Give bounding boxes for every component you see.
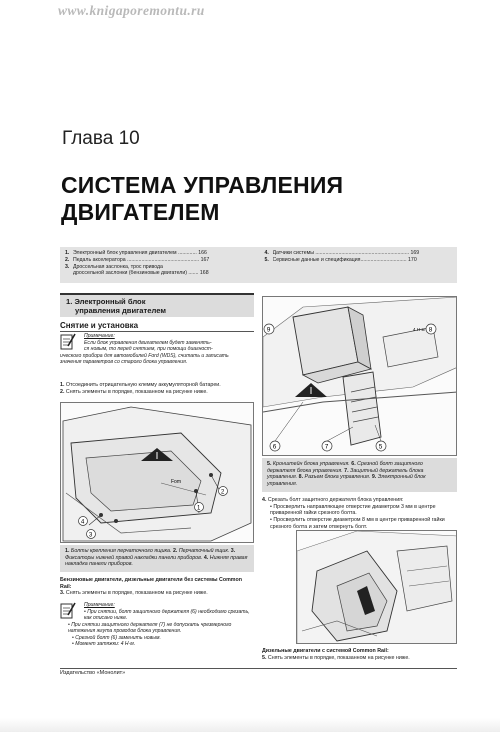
footer-divider xyxy=(60,668,457,669)
svg-text:4 Н·м: 4 Н·м xyxy=(413,327,425,332)
note-heading: Примечание: xyxy=(84,333,115,339)
step-4-block: 4. Срезать болт защитного держателя блока управления: • Просверлить направляющее отверстие диаметром 3 мм в центре приваренной гайки срезного болта. • Просверлить отверстие диаметром 8 мм в центре приваренной гайки срезного болта и затем отвернуть болт. xyxy=(262,497,457,531)
publisher-footer: Издательство «Монолит» xyxy=(60,670,126,676)
toc-item[interactable]: 5. Сервисные данные и спецификация................................ 170 xyxy=(264,256,417,263)
scan-edge xyxy=(0,718,500,732)
chapter-label: Глава 10 xyxy=(62,128,140,149)
toc-item[interactable]: 3. Дроссельная заслонка, трос привода xyxy=(65,263,163,270)
diesel-block xyxy=(262,648,457,661)
svg-text:2: 2 xyxy=(221,489,225,496)
subsection-heading: Снятие и установка xyxy=(60,321,254,332)
toc-column-left xyxy=(65,250,253,280)
table-of-contents xyxy=(60,247,457,283)
svg-text:4: 4 xyxy=(81,519,85,526)
pencil-note-icon xyxy=(60,333,76,351)
toc-item[interactable]: 1. Электронный блок управления двигателем ............. 166 xyxy=(65,250,207,256)
step-item: 2. Снять элементы в порядке, показанном на рисунке ниже. xyxy=(60,388,208,395)
svg-text:1: 1 xyxy=(197,505,201,512)
page-title: СИСТЕМА УПРАВЛЕНИЯ ДВИГАТЕЛЕМ xyxy=(61,172,344,225)
figure-diesel-common-rail xyxy=(296,530,457,644)
step-item: 1. Отсоединить отрицательную клемму аккумуляторной батареи. xyxy=(60,382,221,388)
ecu-mounting-illustration xyxy=(263,297,457,456)
note-block-1: Примечание: Если блок управления двигателем будет заменять- ся новым, то перед снятием, при помощи диагност- ического прибора для автомобилей Ford (WDS), считать и записать значения параметров со старого блока управления. xyxy=(60,333,254,366)
engines-heading: Бензиновые двигатели, дизельные двигатели без системы Common Rail: xyxy=(60,577,242,590)
diesel-ecu-illustration xyxy=(297,531,457,644)
watermark: www.knigaporemontu.ru xyxy=(58,3,205,18)
note-block-2: Примечание: • При снятии, болт защитного держателя (6) необходимо срезать, как описано ниже. • При снятии защитного держателя (7) не допускать чрезмерного натяжения жгута проводов блока управления. • Срезной болт (6) заменить новым. • Момент затяжки: 4 Н·м. xyxy=(60,602,254,648)
svg-text:3: 3 xyxy=(89,532,93,539)
svg-text:6: 6 xyxy=(272,443,277,451)
figure-ecu-caption: 5. Кронштейн блока управления. 6. Срезной болт защитного держателя блока управления. 7. Защитный держатель блока управления. 8. Разъем блока управления. 9. Электронный блок управления. xyxy=(262,458,457,492)
section-heading: 1. Электронный блок управления двигателем xyxy=(60,293,254,317)
step-item: 4. Срезать болт защитного держателя блока управления: xyxy=(262,497,404,503)
step-item: 5. Снять элементы в порядке, показанном на рисунке ниже. xyxy=(262,654,410,661)
engine-variants-block xyxy=(60,577,254,597)
svg-text:7: 7 xyxy=(324,443,329,451)
toc-item-continued[interactable]: дроссельной заслонки (бензиновые двигатели) ....... 168 xyxy=(73,270,209,277)
steps-1-2 xyxy=(60,382,254,395)
diesel-heading: Дизельные двигатели с системой Common Rail: xyxy=(262,648,389,654)
glove-box-illustration xyxy=(61,403,254,543)
toc-item[interactable]: 4. Датчики системы ................................................................. 169 xyxy=(264,250,420,256)
fig1-label: Fom xyxy=(171,479,181,485)
toc-column-right xyxy=(265,250,453,280)
note-heading: Примечание: xyxy=(84,602,115,608)
figure-glove-box-caption: 1. Болты крепления перчаточного ящика. 2. Перчаточный ящик. 3. Фиксаторы нижней правой накладки панели приборов. 4. Нижняя правая накладка панели приборов. xyxy=(60,545,254,572)
figure-ecu-mounting xyxy=(262,296,457,456)
pencil-note-icon xyxy=(60,602,76,620)
svg-text:8: 8 xyxy=(428,326,433,334)
step-item: 3. Снять элементы в порядке, показанном на рисунке ниже. xyxy=(60,590,208,597)
figure-glove-box xyxy=(60,402,254,543)
svg-text:5: 5 xyxy=(378,443,383,451)
svg-text:9: 9 xyxy=(266,326,271,334)
toc-item[interactable]: 2. Педаль акселератора .................................................. 167 xyxy=(65,256,210,263)
